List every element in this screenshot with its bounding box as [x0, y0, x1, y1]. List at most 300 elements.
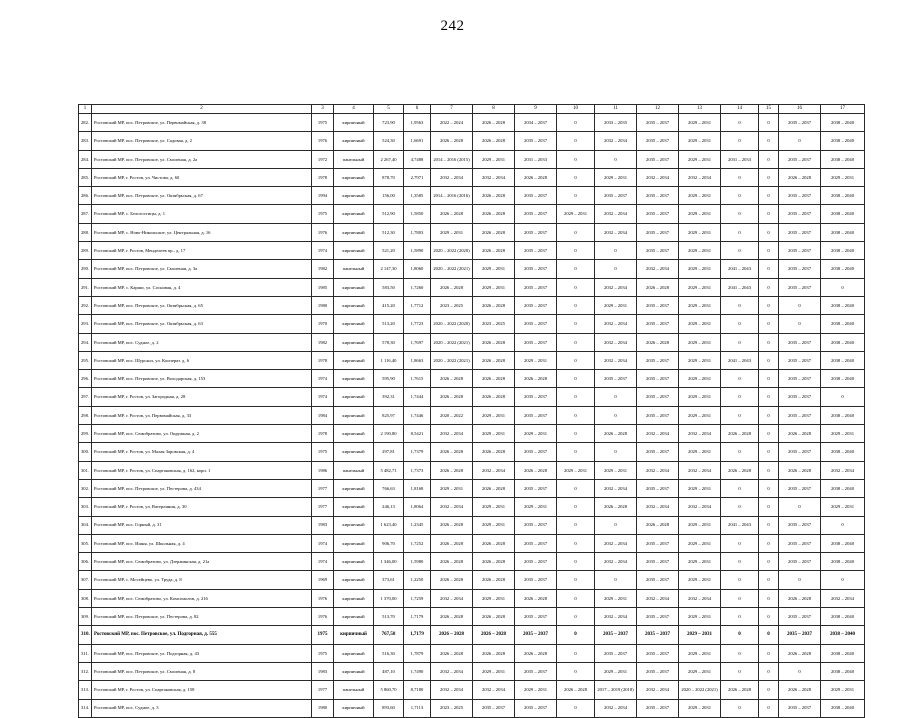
table-cell: 0	[557, 296, 595, 314]
table-cell: 0	[557, 351, 595, 369]
table-cell: панельный	[334, 681, 374, 699]
table-cell: 0	[759, 406, 779, 424]
table-cell: 2029 – 2031	[679, 608, 721, 626]
table-cell: 2033 – 2035	[595, 114, 637, 132]
address-cell: Ростовский МР, г. Ростов, ул. Спартаковская, д. 162, корп. 1	[92, 461, 312, 479]
table-cell: 2029 – 2031	[473, 260, 515, 278]
table-row	[79, 242, 865, 260]
table-cell: 2031 – 2033	[721, 150, 759, 168]
table-cell: 2038 – 2040	[821, 553, 865, 571]
table-cell: 1980	[312, 699, 334, 717]
table-cell: 0	[721, 498, 759, 516]
table-cell: 2035 – 2037	[515, 132, 557, 150]
table-row	[79, 589, 865, 607]
column-number: 11	[595, 105, 637, 114]
row-number-cell: 301.	[79, 461, 92, 479]
table-cell: 0	[557, 553, 595, 571]
table-cell: 2029 – 2031	[595, 168, 637, 186]
table-cell: 0	[595, 150, 637, 168]
table-cell: 2029 – 2031	[679, 406, 721, 424]
table-cell: 2026 – 2028	[431, 534, 473, 552]
table-cell: 0	[595, 388, 637, 406]
table-cell: 2035 – 2037	[779, 626, 821, 644]
table-cell: 0	[595, 260, 637, 278]
table-cell: 1994	[312, 187, 334, 205]
table-cell: кирпичный	[334, 388, 374, 406]
table-cell: панельный	[334, 461, 374, 479]
table-cell: 1,7723	[404, 315, 431, 333]
table-cell: 0	[721, 205, 759, 223]
table-cell: кирпичный	[334, 443, 374, 461]
table-cell: 1,7879	[404, 644, 431, 662]
table-cell: 0	[557, 699, 595, 717]
table-cell: 2035 – 2037	[779, 278, 821, 296]
address-cell: Ростовский МР, с. Белогостицы, д. 1	[92, 205, 312, 223]
table-cell: 0	[721, 608, 759, 626]
table-cell: 2035 – 2037	[779, 553, 821, 571]
table-cell: 878,70	[374, 168, 404, 186]
table-cell: 2 190,80	[374, 425, 404, 443]
row-number-cell: 288.	[79, 223, 92, 241]
table-cell: 0	[595, 443, 637, 461]
table-cell: 2026 – 2028	[595, 425, 637, 443]
table-cell: 1,2345	[404, 516, 431, 534]
table-cell: 1976	[312, 132, 334, 150]
table-cell: 246,13	[374, 498, 404, 516]
row-number-cell: 299.	[79, 425, 92, 443]
table-cell: 2035 – 2037	[779, 333, 821, 351]
table-cell: 2038 – 2040	[821, 187, 865, 205]
table-cell: 0	[759, 223, 779, 241]
table-cell: 2035 – 2037	[515, 516, 557, 534]
table-cell: 2029 – 2031	[679, 443, 721, 461]
table-cell: 2038 – 2040	[821, 626, 865, 644]
table-cell: кирпичный	[334, 699, 374, 717]
table-cell: 2029 – 2031	[679, 699, 721, 717]
table-cell: 2029 – 2031	[473, 406, 515, 424]
table-cell: 1,7113	[404, 699, 431, 717]
table-cell: 2023 – 2025	[431, 296, 473, 314]
table-row	[79, 296, 865, 314]
table-cell: 0	[759, 626, 779, 644]
table-cell: 766,63	[374, 479, 404, 497]
table-cell: 2026 – 2028	[431, 205, 473, 223]
table-cell: 2035 – 2037	[637, 571, 679, 589]
table-cell: 2020 – 2022 (2021)	[431, 260, 473, 278]
table-cell: 2032 – 2034	[431, 168, 473, 186]
table-cell: 2026 – 2028	[473, 132, 515, 150]
table-cell: 2038 – 2040	[821, 406, 865, 424]
table-cell: 1,8663	[404, 351, 431, 369]
table-cell: 2038 – 2040	[821, 534, 865, 552]
table-row	[79, 223, 865, 241]
table-cell: 0	[557, 479, 595, 497]
table-cell: 2035 – 2037	[515, 443, 557, 461]
table-cell: 2038 – 2040	[821, 333, 865, 351]
table-cell: 2035 – 2037	[515, 406, 557, 424]
table-cell: 2029 – 2031	[431, 479, 473, 497]
address-cell: Ростовский МР, г. Ростов, ул. Ватерлиния, д. 30	[92, 498, 312, 516]
table-cell: кирпичный	[334, 132, 374, 150]
table-cell: 2031 – 2033	[515, 150, 557, 168]
table-cell: 2026 – 2028	[515, 168, 557, 186]
table-cell: 2035 – 2037	[637, 242, 679, 260]
table-cell: 0	[557, 333, 595, 351]
table-cell: 2029 – 2031	[473, 150, 515, 168]
table-cell: 1986	[312, 461, 334, 479]
table-cell: 1978	[312, 425, 334, 443]
table-row	[79, 516, 865, 534]
table-cell: 1975	[312, 205, 334, 223]
table-cell: 2026 – 2028	[473, 644, 515, 662]
table-cell: 1969	[312, 571, 334, 589]
table-cell: 2035 – 2037	[637, 223, 679, 241]
table-cell: 2035 – 2037	[779, 406, 821, 424]
table-cell: 2026 – 2028	[779, 461, 821, 479]
table-cell: 0	[821, 571, 865, 589]
table-cell: 2032 – 2034	[595, 315, 637, 333]
table-cell: 2026 – 2028	[557, 681, 595, 699]
table-cell: 2026 – 2028	[595, 498, 637, 516]
table-cell: 0	[759, 388, 779, 406]
table-cell: 0	[759, 351, 779, 369]
table-cell: 0	[557, 589, 595, 607]
table-cell: 2032 – 2034	[637, 461, 679, 479]
table-cell: 1974	[312, 370, 334, 388]
table-cell: панельный	[334, 260, 374, 278]
table-cell: 1,7252	[404, 534, 431, 552]
table-cell: 2029 – 2031	[595, 589, 637, 607]
table-cell: 2035 – 2037	[637, 553, 679, 571]
address-cell: Ростовский МР, пос. Петровское, ул. Октябрьская, д. 63	[92, 315, 312, 333]
table-cell: 1975	[312, 626, 334, 644]
table-cell: 1,7373	[404, 461, 431, 479]
table-cell: 0	[759, 553, 779, 571]
column-number: 6	[404, 105, 431, 114]
table-cell: 2029 – 2031	[679, 114, 721, 132]
row-number-cell: 289.	[79, 242, 92, 260]
table-cell: кирпичный	[334, 644, 374, 662]
table-cell: 2035 – 2037	[637, 479, 679, 497]
table-cell: 1985	[312, 278, 334, 296]
table-cell: 1 623,40	[374, 516, 404, 534]
column-number: 7	[431, 105, 473, 114]
table-cell: 0	[759, 644, 779, 662]
table-cell: 0	[721, 187, 759, 205]
table-row	[79, 150, 865, 168]
table-cell: 0	[721, 699, 759, 717]
table-cell: 2032 – 2034	[679, 589, 721, 607]
address-cell: Ростовский МР, пос. Петровское, ул. Подгорная, д. 555	[92, 626, 312, 644]
table-cell: 1,7444	[404, 388, 431, 406]
table-cell: 2026 – 2028	[431, 278, 473, 296]
table-cell: 0	[759, 370, 779, 388]
table-cell: 2032 – 2034	[595, 553, 637, 571]
table-cell: 0	[557, 608, 595, 626]
table-cell: 0	[759, 681, 779, 699]
table-cell: кирпичный	[334, 553, 374, 571]
table-cell: 1,7697	[404, 333, 431, 351]
table-cell: 2032 – 2034	[595, 223, 637, 241]
table-cell: 2035 – 2037	[779, 351, 821, 369]
table-cell: 2029 – 2031	[679, 132, 721, 150]
table-cell: 2032 – 2034	[637, 498, 679, 516]
table-cell: 392,31	[374, 388, 404, 406]
table-cell: 2029 – 2031	[821, 681, 865, 699]
table-cell: 0	[721, 626, 759, 644]
table-cell: 2023 – 2025	[473, 315, 515, 333]
table-cell: 0	[557, 278, 595, 296]
table-cell: 0	[779, 571, 821, 589]
table-cell: 0	[557, 132, 595, 150]
table-cell: 0	[759, 315, 779, 333]
row-number-cell: 286.	[79, 187, 92, 205]
column-number: 2	[92, 105, 312, 114]
table-cell: 2041 – 2043	[721, 260, 759, 278]
row-number-cell: 302.	[79, 479, 92, 497]
table-cell: кирпичный	[334, 498, 374, 516]
address-cell: Ростовский МР, пос. Судное, д. 3	[92, 699, 312, 717]
table-cell: 2032 – 2034	[679, 461, 721, 479]
table-cell: 0	[557, 150, 595, 168]
row-number-cell: 293.	[79, 315, 92, 333]
table-cell: 2032 – 2034	[595, 699, 637, 717]
table-cell: 2035 – 2037	[637, 351, 679, 369]
table-cell: 1975	[312, 644, 334, 662]
address-cell: Ростовский МР, пос. Судное, д. 2	[92, 333, 312, 351]
table-cell: 0	[721, 553, 759, 571]
table-cell: 2035 – 2037	[515, 553, 557, 571]
table-cell: кирпичный	[334, 534, 374, 552]
table-cell: 2035 – 2037	[637, 608, 679, 626]
address-cell: Ростовский МР, пос. Петровское, ул. Пестерова, д. 434	[92, 479, 312, 497]
table-cell: 0	[759, 498, 779, 516]
row-number-cell: 314.	[79, 699, 92, 717]
table-cell: 2023 – 2025	[431, 699, 473, 717]
row-number-cell: 306.	[79, 553, 92, 571]
table-cell: 2035 – 2037	[637, 150, 679, 168]
table-row	[79, 443, 865, 461]
table-cell: 2026 – 2028	[473, 534, 515, 552]
table-cell: 512,90	[374, 205, 404, 223]
table-cell: 2035 – 2037	[515, 260, 557, 278]
table-cell: 2038 – 2040	[821, 242, 865, 260]
address-cell: Ростовский МР, пос. Петровское, ул. Октябрьская, д. 67	[92, 187, 312, 205]
table-cell: 0	[779, 296, 821, 314]
address-cell: Ростовский МР, пос. Петровское, ул. Подгорная, д. 43	[92, 644, 312, 662]
table-cell: 0	[759, 443, 779, 461]
table-cell: 723,90	[374, 114, 404, 132]
table-cell: 2035 – 2037	[779, 699, 821, 717]
table-cell: 2035 – 2037	[637, 315, 679, 333]
table-cell: 2026 – 2028	[473, 223, 515, 241]
table-cell: 2041 – 2043	[721, 351, 759, 369]
table-cell: 1984	[312, 406, 334, 424]
table-cell: 2032 – 2034	[595, 351, 637, 369]
table-cell: 2032 – 2034	[431, 681, 473, 699]
table-cell: кирпичный	[334, 406, 374, 424]
table-row	[79, 699, 865, 717]
table-cell: 2032 – 2034	[679, 168, 721, 186]
table-cell: 0	[721, 132, 759, 150]
column-number-row	[79, 105, 865, 114]
table-cell: 2026 – 2028	[473, 553, 515, 571]
table-cell: 2014 – 2016 (2015)	[431, 150, 473, 168]
row-number-cell: 305.	[79, 534, 92, 552]
table-cell: 0	[759, 461, 779, 479]
row-number-cell: 285.	[79, 168, 92, 186]
address-cell: Ростовский МР, пос. Петровское, ул. Смоленая, д. 2а	[92, 150, 312, 168]
row-number-cell: 296.	[79, 370, 92, 388]
row-number-cell: 313.	[79, 681, 92, 699]
table-cell: 2035 – 2037	[515, 205, 557, 223]
table-cell: 1974	[312, 534, 334, 552]
table-cell: 2029 – 2031	[821, 168, 865, 186]
table-cell: 0	[759, 205, 779, 223]
row-number-cell: 310.	[79, 626, 92, 644]
table-cell: 2029 – 2031	[679, 187, 721, 205]
table-cell: 1978	[312, 168, 334, 186]
column-number: 16	[779, 105, 821, 114]
table-cell: 0	[721, 370, 759, 388]
table-cell: 2029 – 2031	[473, 498, 515, 516]
table-cell: 0	[557, 388, 595, 406]
table-cell: 1983	[312, 662, 334, 680]
table-cell: кирпичный	[334, 315, 374, 333]
table-cell: 2035 – 2037	[779, 114, 821, 132]
table-cell: 0	[721, 333, 759, 351]
table-cell: 2020 – 2022 (2020)	[431, 315, 473, 333]
table-cell: 2026 – 2028	[431, 443, 473, 461]
table-cell: 2035 – 2037	[515, 699, 557, 717]
table-cell: 2035 – 2037	[515, 315, 557, 333]
table-cell: 1975	[312, 114, 334, 132]
table-cell: 2026 – 2028	[473, 333, 515, 351]
table-cell: 1,8168	[404, 479, 431, 497]
table-cell: 2035 – 2037	[595, 370, 637, 388]
address-cell: Ростовский МР, пос. Шурскол, ул. Кооперат. д. 6	[92, 351, 312, 369]
table-cell: 0	[721, 571, 759, 589]
table-cell: 2035 – 2037	[515, 242, 557, 260]
row-number-cell: 304.	[79, 516, 92, 534]
table-cell: 2026 – 2028	[431, 571, 473, 589]
table-cell: 2029 – 2031	[679, 479, 721, 497]
table-cell: 2026 – 2028	[431, 626, 473, 644]
table-cell: 595,90	[374, 370, 404, 388]
table-cell: 516,30	[374, 644, 404, 662]
table-cell: 2029 – 2031	[679, 626, 721, 644]
table-cell: 0	[595, 516, 637, 534]
table-cell: 2035 – 2037	[637, 296, 679, 314]
table-cell: 2035 – 2037	[515, 479, 557, 497]
address-cell: Ростовский МР, пос. Семибратово, ул. Окружная, д. 2	[92, 425, 312, 443]
table-cell: 297,81	[374, 443, 404, 461]
table-cell: 2041 – 2043	[721, 278, 759, 296]
table-cell: 0	[759, 534, 779, 552]
table-cell: 2038 – 2040	[821, 443, 865, 461]
table-cell: 2035 – 2037	[637, 443, 679, 461]
table-cell: кирпичный	[334, 242, 374, 260]
table-cell: 0	[759, 114, 779, 132]
table-cell: 1,2250	[404, 571, 431, 589]
table-cell: 2029 – 2031	[515, 498, 557, 516]
column-number: 17	[821, 105, 865, 114]
table-cell: 0	[821, 278, 865, 296]
address-cell: Ростовский МР, пос. Горный, д. 31	[92, 516, 312, 534]
table-cell: 2035 – 2037	[595, 644, 637, 662]
table-cell: 2029 – 2031	[679, 242, 721, 260]
table-body	[79, 114, 865, 718]
table-row	[79, 626, 865, 644]
table-cell: 2035 – 2037	[779, 388, 821, 406]
table-cell: 0	[557, 406, 595, 424]
table-cell: 1977	[312, 498, 334, 516]
row-number-cell: 282.	[79, 114, 92, 132]
table-cell: 1977	[312, 681, 334, 699]
table-cell: 2032 – 2034	[431, 589, 473, 607]
table-row	[79, 662, 865, 680]
row-number-cell: 295.	[79, 351, 92, 369]
table-cell: 2014 – 2016 (2016)	[431, 187, 473, 205]
table-cell: 2029 – 2031	[557, 205, 595, 223]
table-cell: 2026 – 2028	[515, 461, 557, 479]
table-cell: 2035 – 2037	[779, 534, 821, 552]
table-row	[79, 498, 865, 516]
table-row	[79, 571, 865, 589]
address-cell: Ростовский МР, пос. Петровское, ул. Садовая, д. 2	[92, 132, 312, 150]
table-cell: 2029 – 2031	[679, 644, 721, 662]
page-number: 242	[440, 18, 465, 34]
table-cell: 2035 – 2037	[473, 699, 515, 717]
table-cell: 1974	[312, 553, 334, 571]
table-cell: 2035 – 2037	[637, 205, 679, 223]
column-number: 3	[312, 105, 334, 114]
table-cell: 1,9563	[404, 114, 431, 132]
table-cell: 0	[721, 644, 759, 662]
table-cell: 2026 – 2028	[473, 608, 515, 626]
table-cell: 2029 – 2031	[595, 662, 637, 680]
table-cell: кирпичный	[334, 351, 374, 369]
table-cell: 2029 – 2031	[679, 260, 721, 278]
table-cell: 2032 – 2034	[431, 662, 473, 680]
table-cell: 2026 – 2028	[473, 626, 515, 644]
table-cell: 1,7446	[404, 406, 431, 424]
row-number-cell: 298.	[79, 406, 92, 424]
table-cell: 2038 – 2040	[821, 150, 865, 168]
table-cell: 0	[721, 315, 759, 333]
table-row	[79, 114, 865, 132]
table-cell: 2032 – 2034	[637, 168, 679, 186]
table-cell: панельный	[334, 150, 374, 168]
table-cell: 0	[721, 242, 759, 260]
row-number-cell: 312.	[79, 662, 92, 680]
table-cell: 0	[779, 662, 821, 680]
table-cell: 1983	[312, 516, 334, 534]
table-cell: 1982	[312, 333, 334, 351]
table-cell: 2026 – 2028	[473, 242, 515, 260]
row-number-cell: 307.	[79, 571, 92, 589]
table-cell: 0	[759, 132, 779, 150]
table-cell: 2032 – 2034	[821, 589, 865, 607]
table-cell: 2038 – 2040	[821, 370, 865, 388]
table-cell: кирпичный	[334, 626, 374, 644]
table-row	[79, 370, 865, 388]
table-cell: 2035 – 2037	[515, 662, 557, 680]
table-cell: 2026 – 2028	[473, 351, 515, 369]
table-cell: 2035 – 2037	[637, 699, 679, 717]
table-cell: кирпичный	[334, 425, 374, 443]
table-cell: 2032 – 2034	[595, 278, 637, 296]
